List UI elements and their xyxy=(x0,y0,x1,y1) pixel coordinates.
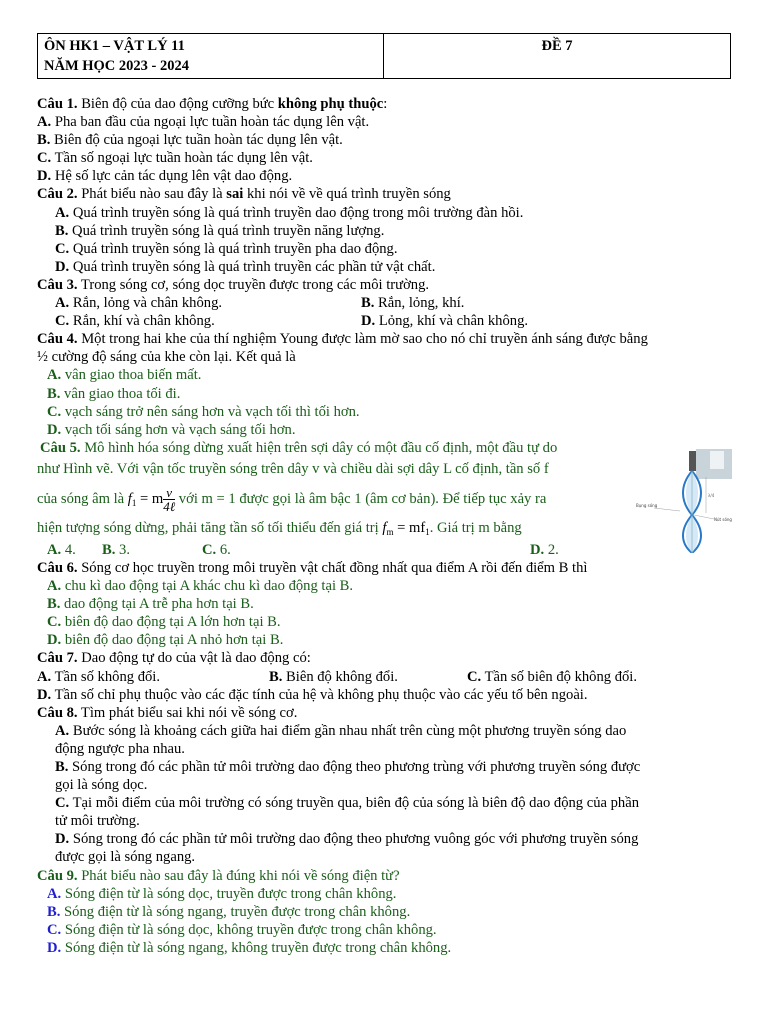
q9-label: Câu 9. xyxy=(37,867,78,884)
q9-letter-b: B. xyxy=(47,903,61,920)
q8-option-a xyxy=(37,722,732,758)
q5-block xyxy=(37,439,632,541)
q7-option-c xyxy=(467,668,637,686)
q3-option-d xyxy=(361,312,528,330)
q2-option-d xyxy=(37,258,732,276)
q5-option-b xyxy=(102,541,202,559)
q5-formula-f: f xyxy=(127,490,132,507)
q7-stem xyxy=(37,649,732,667)
q8-option-c xyxy=(37,794,732,830)
q9-text-b: Sóng điện từ là sóng ngang, truyền được trong chân không. xyxy=(64,903,411,920)
q2-text-a: Quá trình truyền sóng là quá trình truyền dao động trong môi trường đàn hồi. xyxy=(72,204,524,221)
q1-letter-c: C. xyxy=(37,150,52,167)
q5-formula xyxy=(127,485,176,515)
q1-option-c xyxy=(37,149,732,167)
q8-text-d-2: được gọi là sóng ngang. xyxy=(55,849,196,866)
q7-options-row xyxy=(37,668,732,686)
q2-text-b: Quá trình truyền sóng là quá trình truyền năng lượng. xyxy=(72,222,385,239)
q5-formula2-sub: m xyxy=(386,526,394,537)
q4-letter-b: B. xyxy=(47,385,61,402)
q9-option-b xyxy=(37,903,732,921)
q7-option-d xyxy=(37,686,732,704)
q7-text-b: Biên độ không đổi. xyxy=(286,668,398,685)
q8-stem xyxy=(37,704,732,722)
figure-label-right: Nút sóng xyxy=(714,517,732,522)
q9-letter-d: D. xyxy=(47,939,62,956)
q6-letter-b: B. xyxy=(47,596,61,613)
questions xyxy=(37,95,732,957)
figure-watermark-icon xyxy=(710,451,724,469)
q3-option-c xyxy=(55,312,361,330)
q1-letter-b: B. xyxy=(37,132,51,149)
q2-stem-c: khi nói về về quá trình truyền sóng xyxy=(243,186,451,203)
q8-text-b-2: gọi là sóng dọc. xyxy=(55,777,148,794)
figure-label-top: λ/4 xyxy=(708,493,715,498)
q8-option-d-line-1 xyxy=(55,830,732,848)
q5-formula2-mid: = mf xyxy=(393,519,426,536)
q7-letter-a: A. xyxy=(37,668,52,685)
q8-text-c-2: tử môi trường. xyxy=(55,813,140,830)
q3-option-b xyxy=(361,294,464,312)
q4-text-d: vạch tối sáng hơn và vạch sáng tối hơn. xyxy=(64,421,296,438)
q6-letter-a: A. xyxy=(47,578,62,595)
q1-text-c: Tần số ngoại lực tuần hoàn tác dụng lên vật. xyxy=(54,150,313,167)
q5-fraction-den: 4ℓ xyxy=(163,499,176,515)
figure-label-left: Bụng sóng xyxy=(636,503,658,508)
q4-letter-c: C. xyxy=(47,403,62,420)
q5-fraction xyxy=(163,486,175,513)
q3-label: Câu 3. xyxy=(37,276,78,293)
q5-text-a: 4. xyxy=(64,541,76,558)
q9-stem xyxy=(37,867,732,885)
q2-stem-a: Phát biểu nào sau đây là xyxy=(77,186,227,203)
q3-letter-c: C. xyxy=(55,313,70,330)
q8-label: Câu 8. xyxy=(37,704,78,721)
q5-letter-b: B. xyxy=(102,541,116,558)
q6-option-d xyxy=(37,631,732,649)
q7-text-a: Tần số không đổi. xyxy=(54,668,160,685)
q2-letter-a: A. xyxy=(55,204,70,221)
q5-stem-4 xyxy=(37,516,632,541)
header-title: ÔN HK1 – VẬT LÝ 11 xyxy=(44,38,185,54)
q5-options xyxy=(37,541,732,559)
q6-label: Câu 6. xyxy=(37,559,78,576)
header-exam: ĐỀ 7 xyxy=(541,38,573,54)
q1-text-d: Hệ số lực cản tác dụng lên vật dao động. xyxy=(54,168,293,185)
q2-letter-d: D. xyxy=(55,258,70,275)
q6-text-d: biên độ dao động tại A nhỏ hơn tại B. xyxy=(64,632,284,649)
q2-letter-c: C. xyxy=(55,240,70,257)
q8-option-b xyxy=(37,758,732,794)
header-left-cell xyxy=(38,34,384,78)
q7-label: Câu 7. xyxy=(37,650,78,667)
q8-option-c-line-1 xyxy=(55,794,732,812)
q4-letter-d: D. xyxy=(47,421,62,438)
q4-text-a: vân giao thoa biến mất. xyxy=(64,367,202,384)
q5-text-d: 2. xyxy=(547,541,559,558)
q7-stem-text: Dao động tự do của vật là dao động có: xyxy=(77,650,311,667)
q9-stem-text: Phát biểu nào sau đây là đúng khi nói về sóng điện từ? xyxy=(77,867,400,884)
q5-text-b: 3. xyxy=(119,541,130,558)
q3-letter-b: B. xyxy=(361,295,375,312)
q5-formula-2 xyxy=(382,520,429,536)
q1-stem-c: : xyxy=(383,96,388,112)
q3-text-b: Rắn, lỏng, khí. xyxy=(378,295,465,312)
label-right-pointer-icon xyxy=(694,515,714,519)
q5-stem-4b: . Giá trị m bằng xyxy=(429,519,522,536)
q2-label: Câu 2. xyxy=(37,186,78,203)
q4-option-a xyxy=(37,366,732,384)
q5-formula-mid: = m xyxy=(136,490,164,507)
q6-text-c: biên độ dao động tại A lớn hơn tại B. xyxy=(64,614,281,631)
q4-option-c xyxy=(37,403,732,421)
q8-option-b-line-1 xyxy=(55,758,732,776)
q5-letter-a: A. xyxy=(47,541,62,558)
q4-option-b xyxy=(37,385,732,403)
q2-stem xyxy=(37,185,732,203)
q1-option-d xyxy=(37,167,732,185)
q2-stem-b: sai xyxy=(226,186,244,203)
q5-formula-sub: 1 xyxy=(131,497,137,508)
q6-text-b: dao động tại A trễ pha hơn tại B. xyxy=(64,596,254,613)
q5-stem-2: như Hình vẽ. Với vận tốc truyền sóng trên dây v và chiều dài sợi dây L cố định, tần số f xyxy=(37,460,549,477)
q9-letter-a: A. xyxy=(47,885,62,902)
q4-text-b: vân giao thoa tối đi. xyxy=(64,385,181,402)
q4-option-d xyxy=(37,421,732,439)
q7-letter-c: C. xyxy=(467,668,482,685)
q9-letter-c: C. xyxy=(47,921,62,938)
q1-stem-b: không phụ thuộc xyxy=(277,96,384,112)
q3-letter-d: D. xyxy=(361,313,376,330)
q8-text-c-1: Tại mỗi điểm của môi trường có sóng truyền qua, biên độ của sóng là biên độ dao động của phần xyxy=(72,795,639,812)
q5-stem-3 xyxy=(37,482,632,516)
q4-stem-2: ½ cường độ sáng của khe còn lại. Kết quả là xyxy=(37,349,296,366)
q5-stem-4a: hiện tượng sóng dừng, phải tăng tần số tối thiểu đến giá trị xyxy=(37,519,383,536)
tube-top-icon xyxy=(689,451,696,471)
q5-option-a xyxy=(47,541,102,559)
q2-text-c: Quá trình truyền sóng là quá trình truyền pha dao động. xyxy=(72,240,398,257)
q5-text-c: 6. xyxy=(219,541,231,558)
q5-stem-3a: của sóng âm là xyxy=(37,490,128,507)
header-right-cell xyxy=(384,34,730,78)
q9-option-c xyxy=(37,921,732,939)
q3-text-a: Rắn, lỏng và chân không. xyxy=(72,295,223,312)
q1-stem xyxy=(37,95,732,113)
q5-stem-3b: với m = 1 được gọi là âm bậc 1 (âm cơ bản). Để tiếp tục xảy ra xyxy=(175,490,547,507)
q3-options-row-2 xyxy=(37,312,732,330)
q6-text-a: chu kì dao động tại A khác chu kì dao động tại B. xyxy=(64,578,354,595)
q5-letter-d: D. xyxy=(530,541,545,558)
q6-option-c xyxy=(37,613,732,631)
q9-text-c: Sóng điện từ là sóng dọc, không truyền được trong chân không. xyxy=(64,921,437,938)
q3-stem-text: Trong sóng cơ, sóng dọc truyền được trong các môi trường. xyxy=(77,276,430,293)
q7-letter-b: B. xyxy=(269,668,283,685)
q9-text-d: Sóng điện từ là sóng ngang, không truyền được trong chân không. xyxy=(64,939,452,956)
q4-label: Câu 4. xyxy=(37,331,78,348)
q8-text-a-2: động ngược pha nhau. xyxy=(55,740,185,757)
q3-option-a xyxy=(55,294,361,312)
q7-letter-d: D. xyxy=(37,686,52,703)
q1-text-b: Biên độ của ngoại lực tuần hoàn tác dụng lên vật. xyxy=(54,132,343,149)
label-left-pointer-icon xyxy=(654,508,680,511)
q1-label: Câu 1. xyxy=(37,96,78,112)
q4-text-c: vạch sáng trở nên sáng hơn và vạch tối thì tối hơn. xyxy=(64,403,360,420)
q8-option-d xyxy=(37,830,732,866)
q4-letter-a: A. xyxy=(47,367,62,384)
standing-wave-figure xyxy=(636,449,732,553)
q4-stem-text-1: Một trong hai khe của thí nghiệm Young được làm mờ sao cho nó chỉ truyền ánh sáng được bằng xyxy=(77,331,648,348)
q7-option-a xyxy=(37,668,269,686)
q6-letter-d: D. xyxy=(47,632,62,649)
q8-letter-d: D. xyxy=(55,831,70,848)
q6-letter-c: C. xyxy=(47,614,62,631)
q9-option-a xyxy=(37,885,732,903)
q3-letter-a: A. xyxy=(55,295,70,312)
q5-stem-text-1: Mô hình hóa sóng dừng xuất hiện trên sợi dây có một đầu cố định, một đầu tự do xyxy=(80,439,558,456)
q5-stem-1 xyxy=(37,439,632,457)
q7-option-b xyxy=(269,668,467,686)
q5-option-c xyxy=(202,541,231,559)
q1-text-a: Pha ban đầu của ngoại lực tuần hoàn tác dụng lên vật. xyxy=(54,114,370,131)
q2-option-b xyxy=(37,222,732,240)
q4-stem-1 xyxy=(37,330,732,348)
q7-text-c: Tần số biên độ không đổi. xyxy=(484,668,638,685)
q8-text-d-1: Sóng trong đó các phần tử môi trường dao động theo phương vuông góc với phương truyền sóng xyxy=(72,831,639,848)
q3-text-c: Rắn, khí và chân không. xyxy=(72,313,215,330)
q1-stem-a: Biên độ của dao động cưỡng bức xyxy=(77,96,278,112)
q2-option-a xyxy=(37,204,732,222)
q8-option-a-line-1 xyxy=(55,722,732,740)
q8-letter-c: C. xyxy=(55,795,70,812)
q2-letter-b: B. xyxy=(55,222,69,239)
q1-letter-d: D. xyxy=(37,168,52,185)
q7-text-d: Tần số chỉ phụ thuộc vào các đặc tính của hệ và không phụ thuộc vào các yếu tố bên ngoài. xyxy=(54,686,588,703)
q1-option-b xyxy=(37,131,732,149)
header-table xyxy=(37,33,731,79)
q9-option-d xyxy=(37,939,732,957)
q1-option-a xyxy=(37,113,732,131)
q5-formula2-sub2: 1 xyxy=(425,526,430,537)
q8-text-a-1: Bước sóng là khoảng cách giữa hai điểm gần nhau nhất trên cùng một phương truyền sóng dao xyxy=(72,722,627,739)
q8-letter-a: A. xyxy=(55,722,70,739)
q8-letter-b: B. xyxy=(55,759,69,775)
q5-label: Câu 5. xyxy=(40,439,81,456)
q6-option-b xyxy=(37,595,732,613)
header-year: NĂM HỌC 2023 - 2024 xyxy=(44,58,189,74)
q3-stem xyxy=(37,276,732,294)
q5-formula2-f: f xyxy=(382,519,387,536)
q2-text-d: Quá trình truyền sóng là quá trình truyền các phần tử vật chất. xyxy=(72,258,436,275)
q5-fraction-num: v xyxy=(163,486,175,500)
q5-letter-c: C. xyxy=(202,541,217,558)
q6-stem xyxy=(37,559,732,577)
q2-option-c xyxy=(37,240,732,258)
q3-options-row-1 xyxy=(37,294,732,312)
q1-letter-a: A. xyxy=(37,114,52,131)
q9-text-a: Sóng điện từ là sóng dọc, truyền được trong chân không. xyxy=(64,885,397,902)
q5-option-d xyxy=(530,541,559,559)
q3-text-d: Lỏng, khí và chân không. xyxy=(378,313,529,330)
q8-stem-text: Tìm phát biểu sai khi nói về sóng cơ. xyxy=(77,704,298,721)
q6-option-a xyxy=(37,577,732,595)
q6-stem-text: Sóng cơ học truyền trong môi truyền vật chất đồng nhất qua điểm A rồi đến điểm B thì xyxy=(77,559,588,576)
q8-text-b-1: Sóng trong đó các phần tử môi trường dao động theo phương trùng với phương truyền sóng được xyxy=(72,759,641,775)
